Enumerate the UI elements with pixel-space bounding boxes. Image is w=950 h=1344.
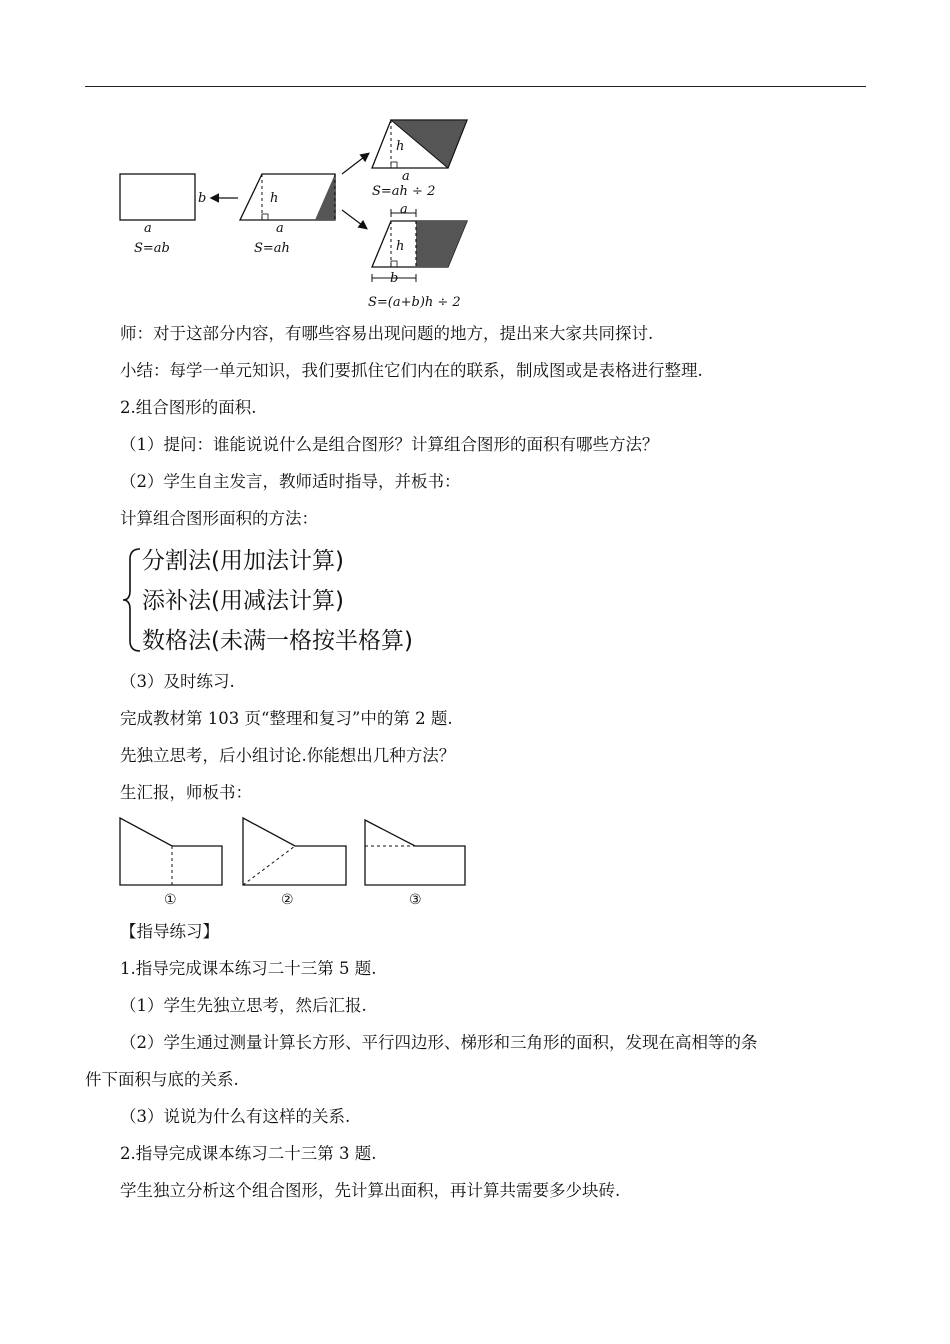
method-grid-count: 数格法(未满一格按半格算) (142, 628, 413, 654)
header-rule (85, 86, 866, 87)
guide-line-4: 件下面积与底的关系. (85, 1070, 239, 1089)
method-split: 分割法(用加法计算) (142, 548, 344, 574)
paragraph-student-speak: （2）学生自主发言，教师适时指导，并板书： (120, 472, 461, 491)
paragraph-summary: 小结：每学一单元知识，我们要抓住它们内在的联系，制成图或是表格进行整理. (120, 361, 703, 380)
methods-brace-list (120, 543, 460, 658)
shape-label-1: ① (164, 892, 177, 908)
tri-label-h: h (396, 139, 405, 154)
paragraph-practice: （3）及时练习. (120, 672, 235, 691)
rectangle-shape (120, 174, 195, 220)
paragraph-think-discuss: 先独立思考，后小组讨论.你能想出几种方法？ (120, 746, 456, 765)
guide-heading: 【指导练习】 (120, 922, 219, 941)
para-label-h: h (270, 191, 279, 206)
section-heading-composite-area: 2.组合图形的面积. (120, 398, 257, 417)
shape-label-3: ③ (409, 892, 422, 908)
paragraph-teacher-question: 师：对于这部分内容，有哪些容易出现问题的地方，提出来大家共同探讨. (120, 324, 654, 343)
rect-formula: S=ab (134, 241, 170, 256)
paragraph-methods-intro: 计算组合图形面积的方法： (120, 509, 318, 528)
para-formula: S=ah (254, 241, 290, 256)
guide-line-3: （2）学生通过测量计算长方形、平行四边形、梯形和三角形的面积，发现在高相等的条 (120, 1033, 758, 1052)
tri-label-a: a (402, 169, 410, 184)
paragraph-question-1: （1）提问：谁能说说什么是组合图形？计算组合图形的面积有哪些方法？ (120, 435, 659, 454)
area-formula-diagram (110, 110, 510, 315)
trap-label-a: a (400, 202, 408, 217)
method-supplement: 添补法(用减法计算) (142, 588, 344, 614)
tri-formula: S=ah ÷ 2 (372, 184, 436, 199)
composite-shapes-diagram (115, 812, 475, 912)
guide-line-2: （1）学生先独立思考，然后汇报. (120, 996, 367, 1015)
paragraph-textbook-task: 完成教材第 103 页“整理和复习”中的第 2 题. (120, 709, 453, 728)
rect-label-b: b (198, 191, 207, 206)
guide-line-1: 1.指导完成课本练习二十三第 5 题. (120, 959, 377, 978)
brace-icon (120, 543, 144, 658)
guide-line-5: （3）说说为什么有这样的关系. (120, 1107, 351, 1126)
guide-line-7: 学生独立分析这个组合图形，先计算出面积，再计算共需要多少块砖. (120, 1181, 621, 1200)
shape-label-2: ② (281, 892, 294, 908)
paragraph-report: 生汇报，师板书： (120, 783, 252, 802)
rect-label-a: a (144, 221, 152, 236)
para-label-a: a (276, 221, 284, 236)
trap-label-b: b (390, 271, 399, 286)
trap-label-h: h (396, 239, 405, 254)
guide-line-6: 2.指导完成课本练习二十三第 3 题. (120, 1144, 377, 1163)
trap-formula: S=(a+b)h ÷ 2 (368, 295, 461, 310)
